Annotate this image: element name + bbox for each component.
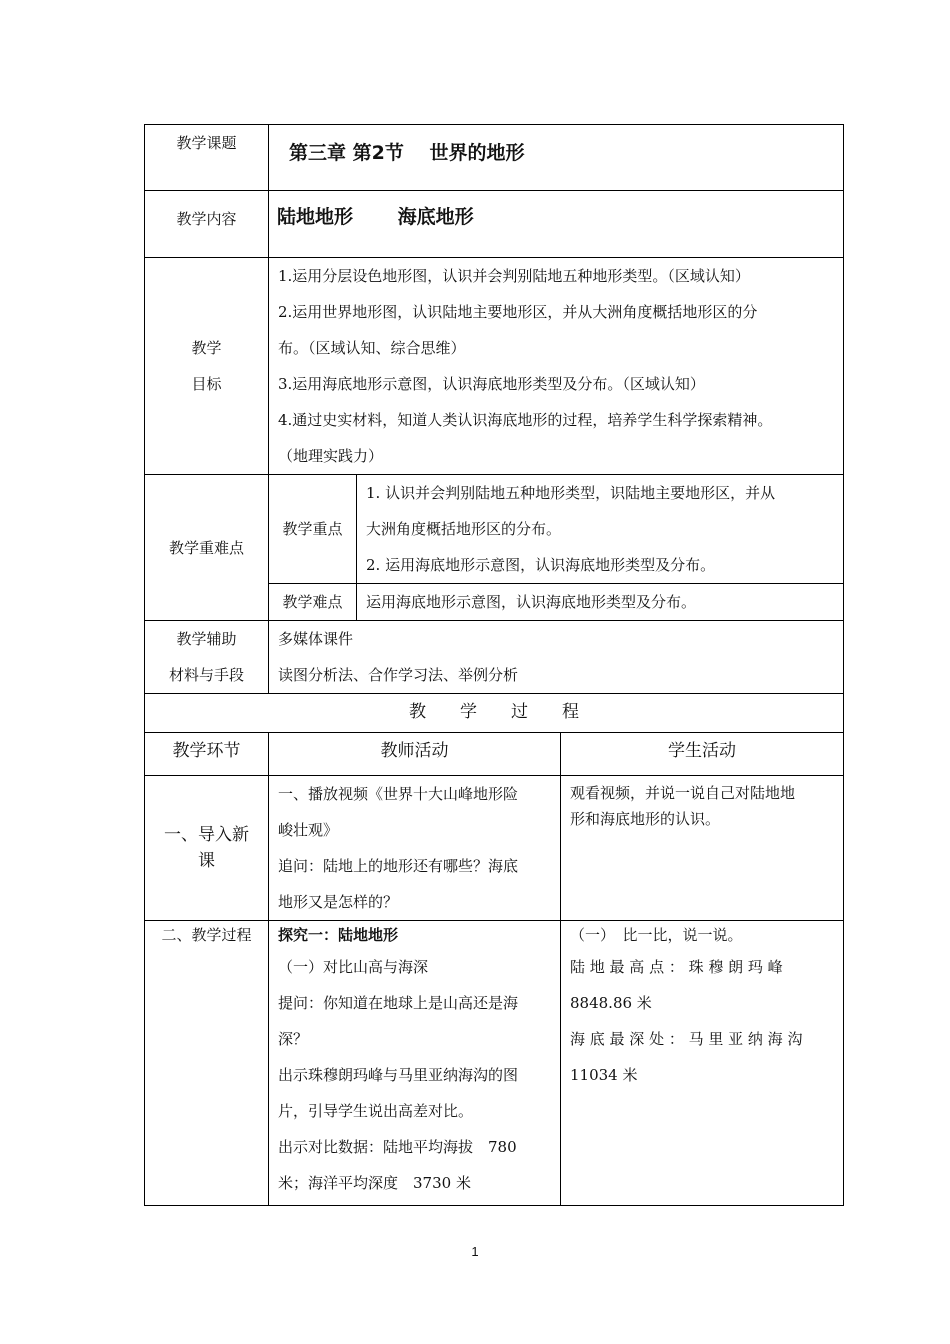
- teacher-line: 出示对比数据：陆地平均海拔 780: [278, 1138, 517, 1156]
- goals-label: [145, 258, 269, 475]
- stage-intro: [145, 776, 269, 921]
- content-value-cell: [269, 191, 844, 258]
- materials-line: 读图分析法、合作学习法、举例分析: [278, 666, 519, 684]
- teacher-line: 地形又是怎样的？: [278, 893, 399, 911]
- difficulty-content: [357, 584, 844, 621]
- goal-line: （地理实践力）: [278, 447, 384, 465]
- goal-line: 1.运用分层设色地形图，认识并会判别陆地五种地形类型。（区域认知）: [278, 267, 750, 285]
- col-header-stage: [145, 733, 269, 776]
- focus-label-text: 教学重点: [282, 520, 343, 538]
- col-stage-text: 教学环节: [172, 741, 241, 761]
- student-line: 观看视频，并说一说自己对陆地地: [570, 784, 796, 802]
- topic-value: 第三章 第2节 世界的地形: [289, 142, 525, 164]
- col-header-student: [561, 733, 844, 776]
- col-header-teacher: [269, 733, 561, 776]
- teacher-line: （一）对比山高与海深: [278, 958, 429, 976]
- student-activity-intro: [561, 776, 844, 921]
- student-line: 海 底 最 深 处 ： 马 里 亚 纳 海 沟: [570, 1030, 803, 1048]
- goal-line: 4.通过史实材料，知道人类认识海底地形的过程，培养学生科学探索精神。: [278, 411, 773, 429]
- teacher-line: 追问：陆地上的地形还有哪些？海底: [278, 857, 519, 875]
- goals-content: [269, 258, 844, 475]
- teacher-line: 出示珠穆朗玛峰与马里亚纳海沟的图: [278, 1066, 519, 1084]
- materials-label: [145, 621, 269, 694]
- content-value: 陆地地形 海底地形: [277, 206, 474, 228]
- topic-label: [145, 125, 269, 191]
- student-line: 11034 米: [570, 1066, 638, 1084]
- stage-intro-line1: 一、导入新: [164, 825, 249, 845]
- student-line: （一） 比一比，说一说。: [570, 926, 743, 944]
- goals-label-line1: 教学: [191, 339, 222, 357]
- materials-label-line1: 教学辅助: [176, 630, 237, 648]
- topic-label-text: 教学课题: [176, 134, 237, 152]
- col-teacher-text: 教师活动: [380, 741, 449, 761]
- page-number: 1: [471, 1244, 479, 1259]
- stage-process-text: 二、教学过程: [161, 926, 252, 944]
- focus-line: 2. 运用海底地形示意图，认识海底地形类型及分布。: [366, 556, 716, 574]
- keypoints-label-text: 教学重难点: [168, 538, 244, 557]
- topic-value-cell: [269, 125, 844, 191]
- materials-label-line2: 材料与手段: [168, 666, 244, 684]
- materials-line: 多媒体课件: [278, 630, 354, 648]
- stage-process: [145, 921, 269, 1206]
- content-label-text: 教学内容: [176, 210, 237, 228]
- col-student-text: 学生活动: [668, 741, 736, 761]
- focus-content: [357, 475, 844, 584]
- process-title-text: 教 学 过 程: [409, 702, 579, 722]
- student-line: 形和海底地形的认识。: [570, 810, 721, 828]
- teacher-line: 米；海洋平均深度 3730 米: [278, 1174, 471, 1192]
- goals-label-line2: 目标: [191, 375, 222, 393]
- teacher-line: 深？: [278, 1030, 309, 1048]
- focus-line: 1. 认识并会判别陆地五种地形类型，识陆地主要地形区，并从: [366, 484, 776, 502]
- process-title: [145, 694, 844, 733]
- difficulty-text: 运用海底地形示意图，认识海底地形类型及分布。: [366, 593, 697, 611]
- goal-line: 布。（区域认知、综合思维）: [278, 339, 466, 357]
- teacher-line: 峻壮观》: [278, 821, 339, 839]
- teacher-line: 一、播放视频《世界十大山峰地形险: [278, 785, 519, 803]
- teacher-line: 提问：你知道在地球上是山高还是海: [278, 994, 519, 1012]
- difficulty-label: [269, 584, 357, 621]
- focus-label: [269, 475, 357, 584]
- teacher-heading: 探究一：陆地地形: [278, 926, 399, 944]
- teacher-line: 片，引导学生说出高差对比。: [278, 1102, 474, 1120]
- stage-intro-line2: 课: [198, 851, 215, 871]
- focus-line: 大洲角度概括地形区的分布。: [366, 520, 562, 538]
- student-activity-process: [561, 921, 844, 1206]
- keypoints-label: [145, 475, 269, 621]
- teacher-activity-intro: [269, 776, 561, 921]
- goal-line: 2.运用世界地形图，认识陆地主要地形区，并从大洲角度概括地形区的分: [278, 303, 758, 321]
- lesson-plan-table: [144, 124, 843, 1206]
- content-label: [145, 191, 269, 258]
- teacher-activity-process: [269, 921, 561, 1206]
- difficulty-label-text: 教学难点: [282, 593, 343, 611]
- student-line: 陆 地 最 高 点 ： 珠 穆 朗 玛 峰: [570, 958, 783, 976]
- goal-line: 3.运用海底地形示意图，认识海底地形类型及分布。（区域认知）: [278, 375, 705, 393]
- materials-content: [269, 621, 844, 694]
- student-line: 8848.86 米: [570, 994, 652, 1012]
